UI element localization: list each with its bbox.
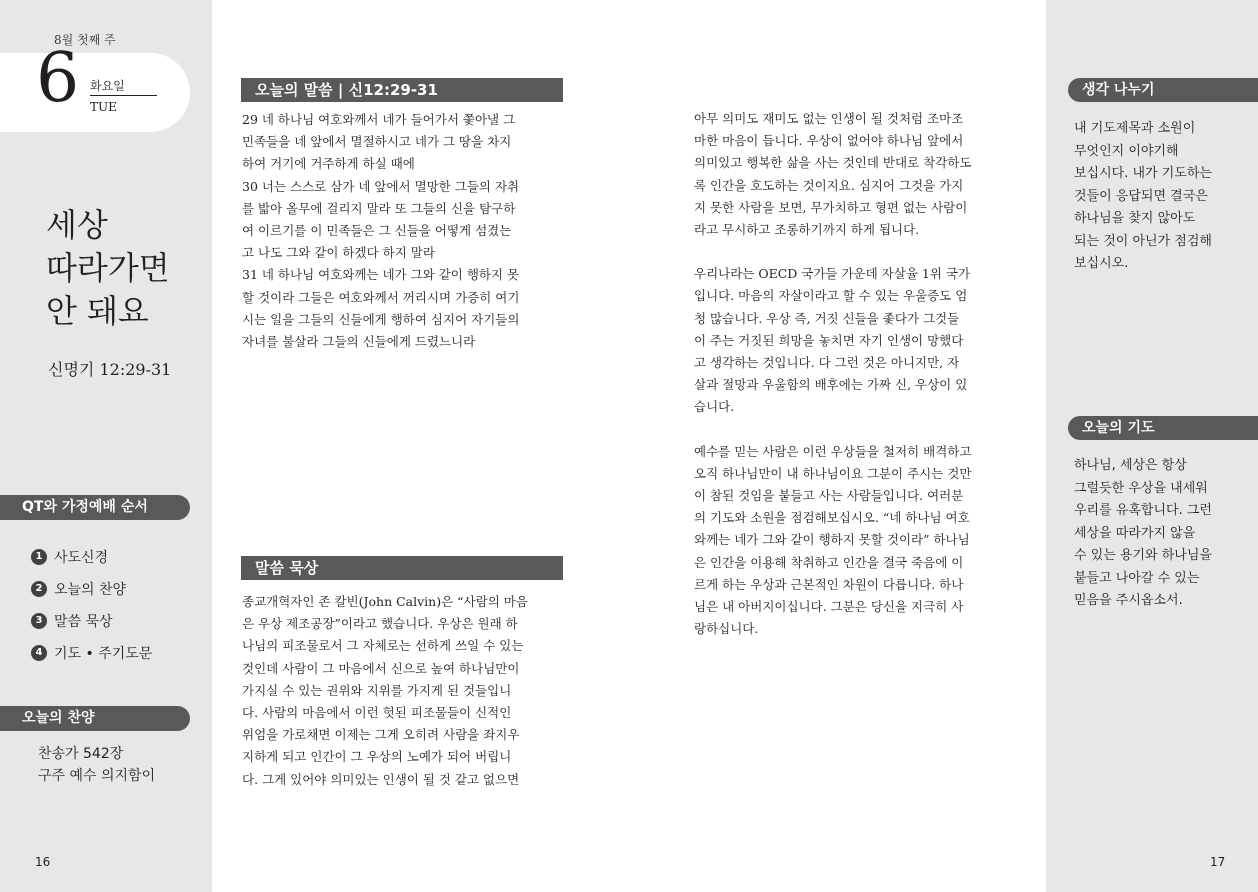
number-badge: 1	[31, 549, 47, 565]
order-header: QT와 가정예배 순서	[0, 495, 190, 520]
text-line: 위엄을 가로채면 이제는 그게 오히려 사람을 좌지우	[242, 727, 520, 743]
text-line: 라고 무시하고 조롱하기까지 하게 됩니다.	[694, 222, 920, 238]
text-line: 수 있는 용기와 하나님을	[1074, 548, 1212, 563]
text-line: 나님의 피조물로서 그 자체로는 선하게 쓰일 수 있는	[242, 638, 524, 654]
text-line: 님은 내 아버지이십니다. 그분은 당신을 지극히 사	[694, 599, 964, 615]
text-line: 입니다. 마음의 자살이라고 할 수 있는 우울증도 엄	[694, 288, 968, 304]
text-line: 되는 것이 아닌가 점검해	[1074, 233, 1212, 249]
text-line: 다. 그게 있어야 의미있는 인생이 될 것 같고 없으면	[242, 771, 520, 787]
text-line: 31 네 하나님 여호와께는 네가 그와 같이 행하지 못	[242, 267, 520, 283]
page-number-right: 17	[1210, 855, 1226, 869]
order-item-label: 사도신경	[54, 550, 109, 566]
title-line: 안 돼요	[46, 292, 149, 330]
weekday-english: TUE	[90, 100, 117, 114]
number-badge: 3	[31, 613, 47, 629]
text-line: 내 기도제목과 소원이	[1074, 121, 1196, 136]
meditation-header: 말씀 묵상	[241, 556, 563, 580]
prayer-text	[1074, 455, 1224, 613]
prayer-header: 오늘의 기도	[1068, 416, 1258, 440]
text-line: 세상을 따라가지 않을	[1074, 525, 1196, 541]
list-item	[31, 637, 152, 669]
text-line: 하나님, 세상은 항상	[1074, 458, 1187, 473]
text-line: 하나님을 찾지 않아도	[1074, 211, 1196, 226]
order-list	[31, 541, 152, 669]
text-line: 마한 마음이 듭니다. 우상이 없어야 하나님 앞에서	[694, 133, 964, 149]
list-item	[31, 541, 152, 573]
text-line: 지 못한 사람을 보면, 무가치하고 형편 없는 사람이	[694, 199, 968, 215]
text-line: 와께는 네가 그와 같이 행하지 못할 것이라” 하나님	[694, 532, 970, 548]
text-line: 것들이 응답되면 결국은	[1074, 188, 1208, 204]
text-line: 은 우상 제조공장”이라고 했습니다. 우상은 원래 하	[242, 616, 518, 632]
text-line: 지하게 되고 인간이 그 우상의 노예가 되어 버립니	[242, 749, 512, 765]
meditation-text	[242, 591, 564, 791]
text-line: 여 이르기를 이 민족들은 그 신들을 어떻게 섬겼는	[242, 223, 512, 239]
text-line: 자녀를 불살라 그들의 신들에게 드렸느니라	[242, 334, 476, 350]
text-line: 르게 하는 우상과 근본적인 차원이 다릅니다. 하나	[694, 576, 964, 592]
text-line: 다. 사람의 마음에서 이런 헛된 피조물들이 신적인	[242, 705, 512, 721]
page-number-left: 16	[35, 855, 51, 869]
scripture-reference: 신명기 12:29-31	[48, 360, 172, 379]
text-line: 이 주는 거짓된 희망을 놓치면 자기 인생이 망했다	[694, 332, 964, 348]
text-line: 살과 절망과 우울함의 배후에는 가짜 신, 우상이 있	[694, 377, 968, 393]
text-line: 것인데 사람이 그 마음에서 신으로 높여 하나님만이	[242, 660, 520, 676]
number-badge: 2	[31, 581, 47, 597]
text-line: 아무 의미도 재미도 없는 인생이 될 것처럼 조마조	[694, 111, 964, 126]
text-line: 이 참된 것임을 붙들고 사는 사람들입니다. 여러분	[694, 488, 964, 504]
text-line: 록 인간을 호도하는 것이지요. 심지어 그것을 가지	[694, 177, 964, 193]
text-line: 보십시오.	[1074, 256, 1129, 271]
text-line: 29 네 하나님 여호와께서 네가 들어가서 쫓아낼 그	[242, 112, 516, 127]
day-number: 6	[36, 39, 80, 118]
share-header: 생각 나누기	[1068, 78, 1258, 102]
hymn-title: 구주 예수 의지함이	[38, 768, 156, 784]
hymn-info	[38, 743, 155, 787]
title-line: 세상	[46, 206, 108, 244]
left-sidebar	[0, 0, 212, 892]
title-line: 따라가면	[46, 249, 170, 287]
number-badge: 4	[31, 645, 47, 661]
text-line: 청 많습니다. 우상 즉, 거짓 신들을 좇다가 그것들	[694, 310, 960, 326]
text-line: 시는 일을 그들의 신들에게 행하여 심지어 자기들의	[242, 311, 520, 327]
text-line: 종교개혁자인 존 칼빈(John Calvin)은 “사람의 마음	[242, 594, 528, 609]
text-line: 랑하십니다.	[694, 621, 759, 637]
order-item-label: 말씀 묵상	[54, 614, 113, 630]
text-line: 가지실 수 있는 권위와 지위를 가지게 된 것들입니	[242, 682, 512, 698]
week-label: 8월 첫째 주	[54, 33, 116, 47]
text-line: 의 기도와 소원을 점검해보십시오. “네 하나님 여호	[694, 510, 970, 526]
text-line: 은 인간을 이용해 착취하고 인간을 결국 죽음에 이	[694, 554, 964, 570]
weekday-divider	[90, 95, 157, 96]
text-line: 붙들고 나아갈 수 있는	[1074, 570, 1200, 586]
share-text	[1074, 118, 1224, 276]
page-title	[46, 204, 170, 333]
text-line: 예수를 믿는 사람은 이런 우상들을 철저히 배격하고	[694, 443, 972, 459]
weekday-korean: 화요일	[90, 79, 125, 93]
order-item-label: 오늘의 찬양	[54, 582, 127, 598]
list-item	[31, 605, 152, 637]
hymn-number: 찬송가 542장	[38, 746, 124, 762]
word-header: 오늘의 말씀 | 신12:29-31	[241, 78, 563, 102]
list-item	[31, 573, 152, 605]
text-line: 그럴듯한 우상을 내세워	[1074, 480, 1208, 496]
order-item-label: 기도 • 주기도문	[54, 646, 153, 662]
meditation-continuation	[694, 108, 1016, 640]
text-line: 30 너는 스스로 삼가 네 앞에서 멸망한 그들의 자취	[242, 178, 520, 194]
scripture-text	[242, 109, 564, 353]
text-line: 무엇인지 이야기해	[1074, 143, 1179, 159]
text-line: 의미있고 행복한 삶을 사는 것인데 반대로 착각하도	[694, 155, 972, 171]
text-line: 오직 하나님만이 내 하나님이요 그분이 주시는 것만	[694, 465, 972, 481]
text-line: 고 생각하는 것입니다. 다 그런 것은 아니지만, 자	[694, 355, 960, 371]
text-line: 할 것이라 그들은 여호와께서 꺼리시며 가증히 여기	[242, 289, 520, 305]
text-line: 보십시다. 내가 기도하는	[1074, 166, 1212, 181]
text-line: 고 나도 그와 같이 하겠다 하지 말라	[242, 245, 435, 261]
hymn-header: 오늘의 찬양	[0, 706, 190, 731]
text-line: 우리를 유혹합니다. 그런	[1074, 503, 1212, 518]
text-line: 민족들을 네 앞에서 멸절하시고 네가 그 땅을 차지	[242, 134, 512, 150]
text-line: 우리나라는 OECD 국가들 가운데 자살율 1위 국가	[694, 266, 971, 282]
text-line: 습니다.	[694, 399, 735, 415]
text-line: 를 밟아 올무에 걸리지 말라 또 그들의 신을 탐구하	[242, 200, 516, 216]
text-line: 믿음을 주시옵소서.	[1074, 593, 1183, 608]
text-line: 하여 거기에 거주하게 하실 때에	[242, 156, 415, 172]
